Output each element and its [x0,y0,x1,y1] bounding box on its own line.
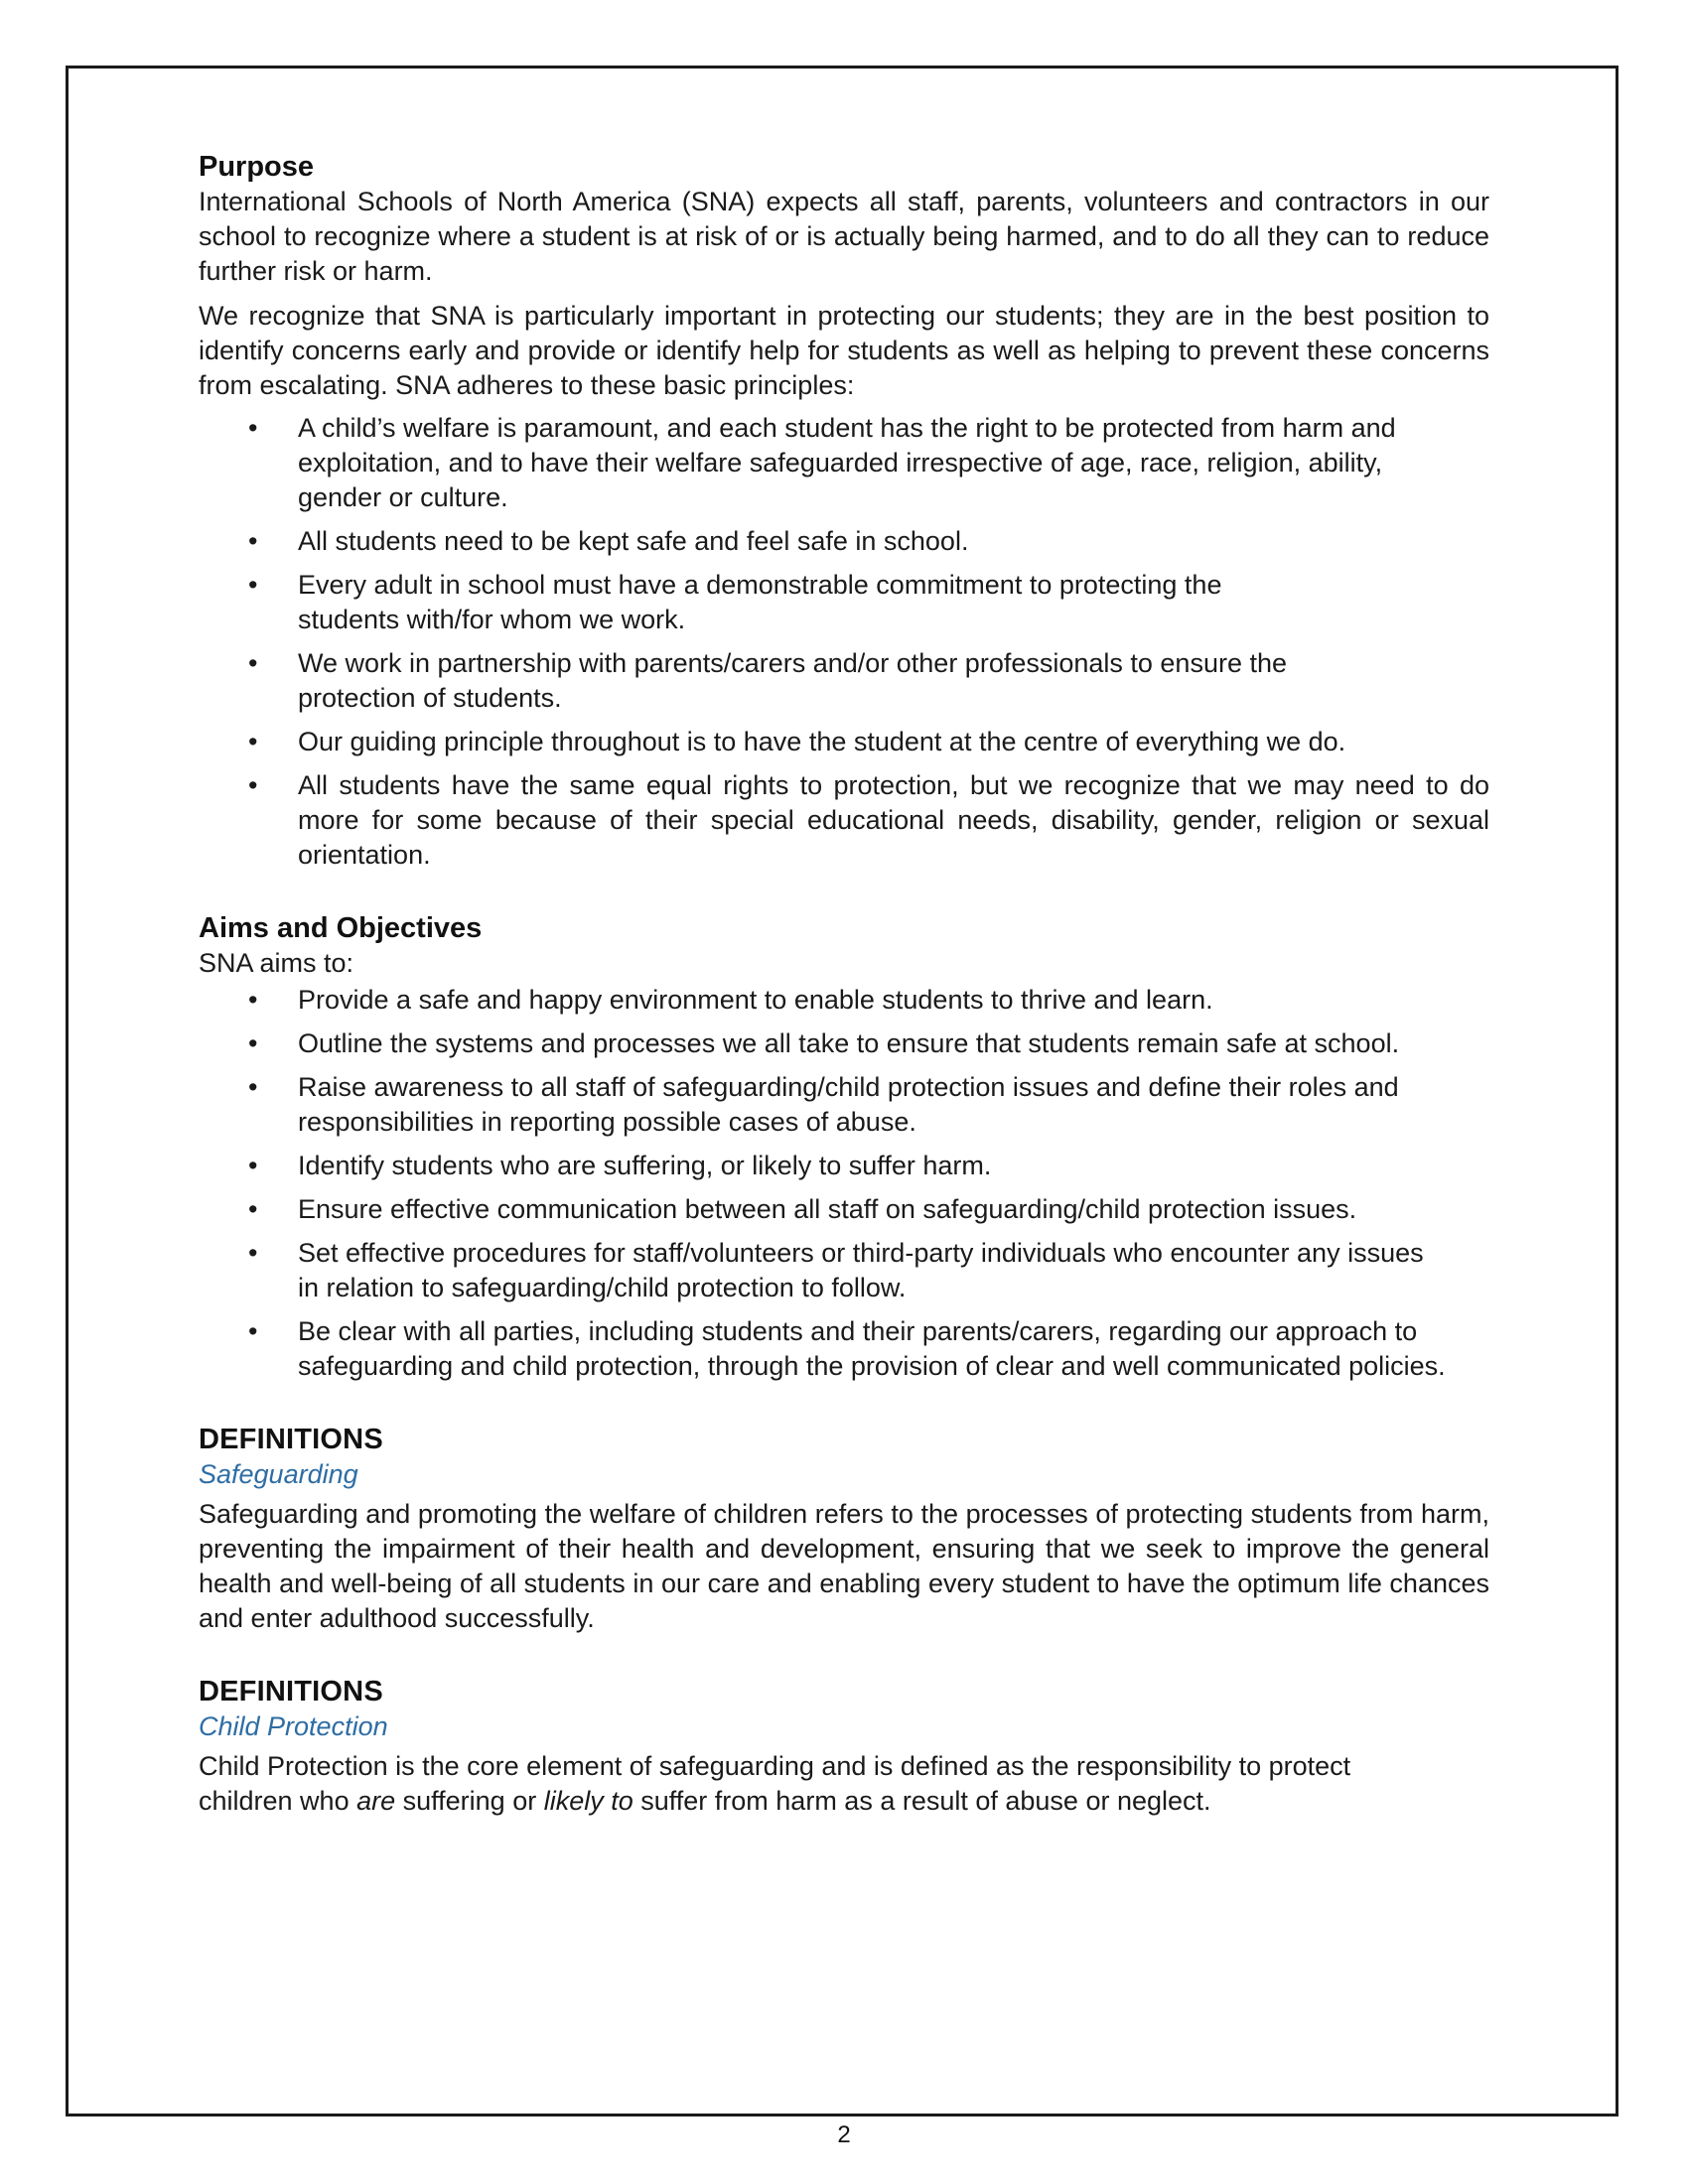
bullet-icon: • [248,648,258,678]
purpose-heading: Purpose [199,151,315,183]
bullet-icon: • [248,526,258,556]
safeguarding-subheading: Safeguarding [199,1459,358,1489]
list-item: • Set effective procedures for staff/volunteers or third-party individuals who encounter any issues in relation to safeguarding/child protection to follow. [248,1238,1424,1302]
bullet-icon: • [248,1238,258,1268]
list-item: • All students need to be kept safe and feel safe in school. [199,524,1489,559]
list-item: • Outline the systems and processes we all take to ensure that students remain safe at school. [199,1026,1489,1061]
safeguarding-definition: Safeguarding and promoting the welfare of children refers to the processes of protecting students from harm, preventing the impairment of their health and development, ensuring that we seek to improve the general health and well-being of all students in our care and enabling every student to have the optimum life chances and enter adulthood successfully. [199,1499,1489,1633]
bullet-icon: • [248,413,258,443]
list-item: • Identify students who are suffering, or likely to suffer harm. [199,1149,1489,1183]
aims-section [199,910,1489,1384]
definitions-safeguarding-section [199,1422,1489,1636]
aims-heading: Aims and Objectives [199,912,483,944]
list-item: • Provide a safe and happy environment to enable students to thrive and learn. [199,983,1489,1018]
list-item: • Every adult in school must have a demonstrable commitment to protecting the students with/for whom we work. [248,570,1222,634]
document-body [199,149,1489,1819]
list-item: • All students have the same equal rights to protection, but we recognize that we may need to do more for some because of their special educational needs, disability, gender, religion or sexual orientation. [248,770,1489,870]
bullet-icon: • [248,985,258,1015]
purpose-paragraph-2: We recognize that SNA is particularly important in protecting our students; they are in the best position to identify concerns early and provide or identify help for students as well as helping to prevent these concerns from escalating. SNA adheres to these basic principles: [199,301,1489,400]
definitions-child-protection-section [199,1674,1489,1819]
bullet-icon: • [248,1194,258,1224]
bullet-icon: • [248,770,258,800]
child-protection-definition: Child Protection is the core element of safeguarding and is defined as the responsibility to protect children who are suffering or likely to suffer from harm as a result of abuse or neglect. [199,1751,1351,1816]
definitions-heading: DEFINITIONS [199,1676,383,1707]
principles-list [199,411,1489,873]
bullet-icon: • [248,1028,258,1058]
aims-intro: SNA aims to: [199,948,354,978]
definitions-heading: DEFINITIONS [199,1424,383,1455]
bullet-icon: • [248,1316,258,1346]
list-item: • Be clear with all parties, including students and their parents/carers, regarding our approach to safeguarding and child protection, through the provision of clear and well communicated policies. [248,1316,1446,1381]
page-number: 2 [837,2121,851,2148]
purpose-section [199,149,1489,873]
list-item: • Raise awareness to all staff of safeguarding/child protection issues and define their roles and responsibilities in reporting possible cases of abuse. [248,1072,1399,1137]
bullet-icon: • [248,1151,258,1180]
bullet-icon: • [248,1072,258,1102]
child-protection-subheading: Child Protection [199,1711,388,1741]
bullet-icon: • [248,727,258,756]
aims-list [199,983,1489,1384]
bullet-icon: • [248,570,258,600]
list-item: • Ensure effective communication between all staff on safeguarding/child protection issues. [199,1192,1489,1227]
list-item: • Our guiding principle throughout is to have the student at the centre of everything we do. [199,725,1489,759]
list-item: • A child’s welfare is paramount, and each student has the right to be protected from harm and exploitation, and to have their welfare safeguarded irrespective of age, race, religion, ability, gender or culture. [248,413,1396,512]
purpose-paragraph-1: International Schools of North America (SNA) expects all staff, parents, volunteers and contractors in our school to recognize where a student is at risk of or is actually being harmed, and to do all they can to reduce further risk or harm. [199,187,1489,286]
list-item: • We work in partnership with parents/carers and/or other professionals to ensure the protection of students. [248,648,1288,713]
